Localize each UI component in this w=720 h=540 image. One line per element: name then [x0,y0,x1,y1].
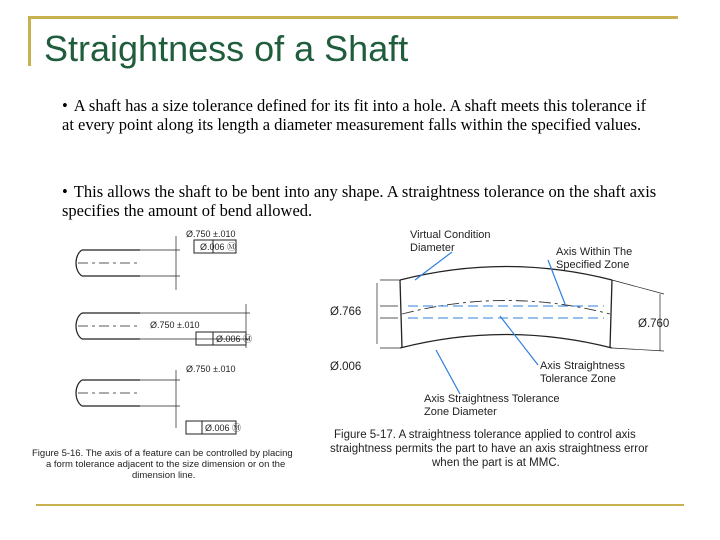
shaft-3-body [82,380,140,406]
figure-5-16-caption-2: a form tolerance adjacent to the size dimension or on the [46,459,286,470]
dim-766: Ø.766 [330,306,362,318]
figure-5-17 [377,252,664,394]
shaft-1-frame-text: Ø.006 Ⓜ [200,242,237,252]
axis-straightness-label-1: Axis Straightness [540,360,625,372]
dim-760: Ø.760 [638,318,670,330]
zone-diameter-label-1: Axis Straightness Tolerance [424,393,560,405]
axis-within-label-1: Axis Within The [556,246,633,258]
figure-5-17-caption-3: when the part is at MMC. [432,457,560,469]
axis-straightness-label-2: Tolerance Zone [540,373,616,385]
shaft-1-size-dim: Ø.750 ±.010 [186,229,236,239]
virtual-condition-label-1: Virtual Condition [410,229,491,241]
shaft-2-size-dim: Ø.750 ±.010 [150,320,200,330]
bullet-marker: • [62,96,68,115]
figure-5-17-caption-1: Figure 5-17. A straightness tolerance applied to control axis [334,429,636,441]
axis-straightness-leader [500,316,538,365]
shaft-3-dim-lines [140,370,180,428]
bent-shaft-axis [402,301,610,315]
bullet-2-text: This allows the shaft to be bent into any shape. A straightness tolerance on the shaft axis specifies the amount of bend allowed. [62,182,657,220]
figure-5-16-text [32,229,293,481]
bent-shaft-ends [400,280,612,348]
bullet-1-text: A shaft has a size tolerance defined for its fit into a hole. A shaft meets this tolerance if at every point along its length a diameter measurement falls within the specified values. [62,96,647,134]
bent-shaft-bottom-edge [400,335,612,349]
tolerance-zone-lines [408,306,604,318]
shaft-2-frame-text: Ø.006 Ⓜ [216,334,253,344]
virtual-condition-leader [415,252,452,280]
slide-title: Straightness of a Shaft [44,28,409,69]
dim-006-lines [380,306,398,318]
shaft-3-frame-text: Ø.006 Ⓜ [205,423,242,433]
figure-5-17-caption-2: straightness permits the part to have an axis straightness error [330,443,649,455]
bullet-marker: • [62,182,68,201]
axis-within-label-2: Specified Zone [556,259,630,271]
shaft-3-size-dim: Ø.750 ±.010 [186,364,236,374]
dim-760-lines [612,280,664,351]
zone-diameter-leader [436,350,460,394]
virtual-condition-label-2: Diameter [410,242,455,254]
dim-006: Ø.006 [330,361,362,373]
zone-diameter-label-2: Zone Diameter [424,406,497,418]
shaft-2-body [82,313,140,339]
dim-766-lines [377,280,400,348]
figure-5-17-text [330,229,669,469]
figure-5-16-caption-1: Figure 5-16. The axis of a feature can be controlled by placing [32,448,293,459]
shaft-1-body [82,250,140,276]
figure-5-16-caption-3: dimension line. [132,470,196,481]
shaft-1-dim-lines [140,236,180,290]
